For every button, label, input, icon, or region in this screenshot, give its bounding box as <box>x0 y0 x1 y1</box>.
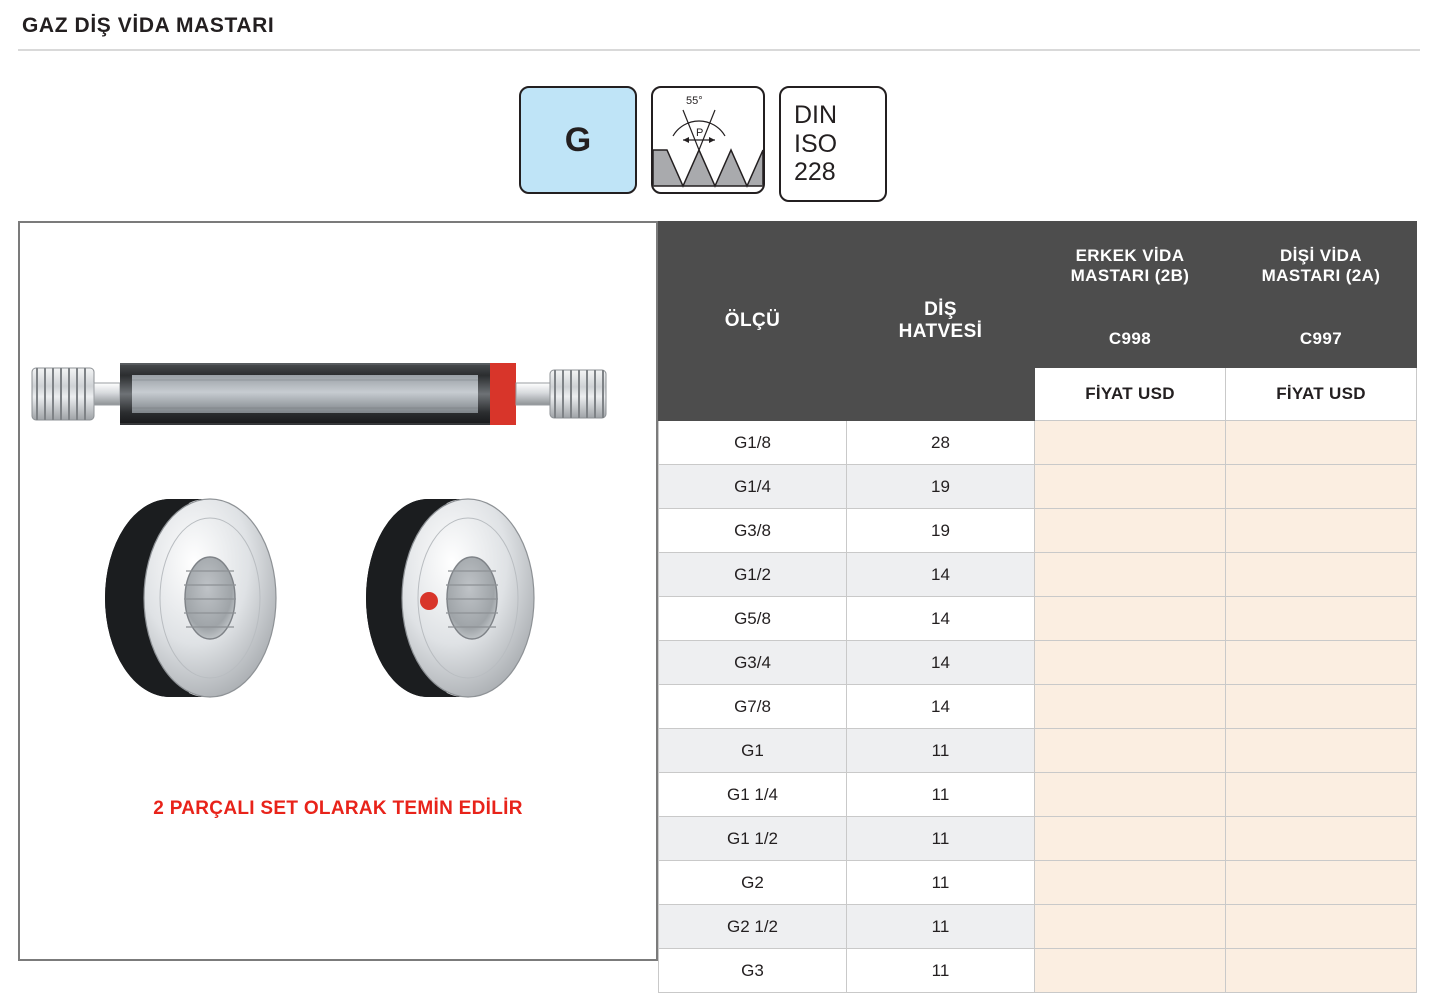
cell-female-price[interactable] <box>1226 685 1417 729</box>
cell-male-price[interactable] <box>1035 597 1226 641</box>
cell-female-price[interactable] <box>1226 729 1417 773</box>
header-male-gauge <box>1035 222 1226 311</box>
cell-size: G1/2 <box>659 553 847 597</box>
header-male-line1: ERKEK VİDA <box>1075 246 1185 265</box>
cell-male-price[interactable] <box>1035 421 1226 465</box>
header-male-line2: MASTARI (2B) <box>1070 266 1190 285</box>
set-note: 2 PARÇALI SET OLARAK TEMİN EDİLİR <box>153 798 523 819</box>
header-male-price: FİYAT USD <box>1035 368 1226 421</box>
cell-size: G1 <box>659 729 847 773</box>
cell-size: G2 <box>659 861 847 905</box>
price-table <box>658 221 1417 993</box>
table-row <box>659 553 1417 597</box>
title-divider <box>18 49 1420 51</box>
cell-male-price[interactable] <box>1035 509 1226 553</box>
cell-size: G1/4 <box>659 465 847 509</box>
cell-female-price[interactable] <box>1226 421 1417 465</box>
cell-pitch: 11 <box>847 861 1035 905</box>
header-pitch <box>847 222 1035 421</box>
cell-size: G3/4 <box>659 641 847 685</box>
cell-pitch: 14 <box>847 641 1035 685</box>
header-female-code: C997 <box>1226 311 1417 368</box>
cell-pitch: 19 <box>847 509 1035 553</box>
table-row <box>659 421 1417 465</box>
table-row <box>659 905 1417 949</box>
table-row <box>659 949 1417 993</box>
cell-female-price[interactable] <box>1226 597 1417 641</box>
cell-pitch: 28 <box>847 421 1035 465</box>
cell-size: G1 1/4 <box>659 773 847 817</box>
cell-pitch: 11 <box>847 905 1035 949</box>
cell-male-price[interactable] <box>1035 685 1226 729</box>
header-size: ÖLÇÜ <box>659 222 847 421</box>
cell-male-price[interactable] <box>1035 465 1226 509</box>
cell-female-price[interactable] <box>1226 465 1417 509</box>
cell-male-price[interactable] <box>1035 905 1226 949</box>
thread-angle-label: 55° <box>686 95 703 107</box>
table-row <box>659 685 1417 729</box>
badge-norm <box>779 86 887 202</box>
cell-pitch: 14 <box>847 685 1035 729</box>
product-illustration <box>20 223 656 783</box>
norm-line-3: 228 <box>794 158 836 187</box>
badge-thread-letter <box>519 86 637 194</box>
cell-male-price[interactable] <box>1035 553 1226 597</box>
cell-female-price[interactable] <box>1226 641 1417 685</box>
table-row <box>659 641 1417 685</box>
standard-badges <box>519 86 887 202</box>
table-row <box>659 861 1417 905</box>
table-row <box>659 465 1417 509</box>
cell-female-price[interactable] <box>1226 949 1417 993</box>
cell-pitch: 14 <box>847 553 1035 597</box>
thread-profile-icon <box>653 88 763 192</box>
ring-gauge-nogo-illustration <box>366 499 534 697</box>
cell-size: G1 1/2 <box>659 817 847 861</box>
header-pitch-line1: DİŞ <box>924 299 957 320</box>
product-image-panel <box>18 221 658 961</box>
badge-letter-label: G <box>564 120 592 159</box>
header-female-gauge <box>1226 222 1417 311</box>
ring-gauge-go-illustration <box>105 499 276 697</box>
cell-female-price[interactable] <box>1226 861 1417 905</box>
cell-male-price[interactable] <box>1035 817 1226 861</box>
header-female-line2: MASTARI (2A) <box>1261 266 1381 285</box>
product-block <box>18 221 1416 980</box>
cell-pitch: 11 <box>847 773 1035 817</box>
cell-size: G3 <box>659 949 847 993</box>
plug-gauge-illustration <box>32 363 606 425</box>
cell-size: G5/8 <box>659 597 847 641</box>
cell-pitch: 11 <box>847 817 1035 861</box>
cell-size: G7/8 <box>659 685 847 729</box>
cell-male-price[interactable] <box>1035 641 1226 685</box>
cell-size: G3/8 <box>659 509 847 553</box>
cell-female-price[interactable] <box>1226 817 1417 861</box>
cell-female-price[interactable] <box>1226 773 1417 817</box>
cell-male-price[interactable] <box>1035 949 1226 993</box>
table-row <box>659 817 1417 861</box>
cell-female-price[interactable] <box>1226 509 1417 553</box>
header-pitch-line2: HATVESİ <box>898 321 983 342</box>
cell-male-price[interactable] <box>1035 773 1226 817</box>
thread-pitch-label: P <box>696 127 704 139</box>
table-header-row-1 <box>659 222 1417 311</box>
table-row <box>659 773 1417 817</box>
cell-size: G2 1/2 <box>659 905 847 949</box>
nogo-red-dot <box>420 592 438 610</box>
cell-male-price[interactable] <box>1035 861 1226 905</box>
cell-pitch: 19 <box>847 465 1035 509</box>
cell-pitch: 14 <box>847 597 1035 641</box>
page-title: GAZ DİŞ VİDA MASTARI <box>22 14 275 37</box>
header-male-code: C998 <box>1035 311 1226 368</box>
norm-line-1: DIN <box>794 101 838 130</box>
header-female-line1: DİŞİ VİDA <box>1279 246 1362 265</box>
badge-thread-profile <box>651 86 765 194</box>
price-table-body <box>659 421 1417 993</box>
table-row <box>659 509 1417 553</box>
cell-female-price[interactable] <box>1226 553 1417 597</box>
cell-size: G1/8 <box>659 421 847 465</box>
norm-line-2: ISO <box>794 129 838 158</box>
cell-pitch: 11 <box>847 949 1035 993</box>
table-row <box>659 597 1417 641</box>
cell-male-price[interactable] <box>1035 729 1226 773</box>
table-row <box>659 729 1417 773</box>
header-female-price: FİYAT USD <box>1226 368 1417 421</box>
cell-female-price[interactable] <box>1226 905 1417 949</box>
cell-pitch: 11 <box>847 729 1035 773</box>
